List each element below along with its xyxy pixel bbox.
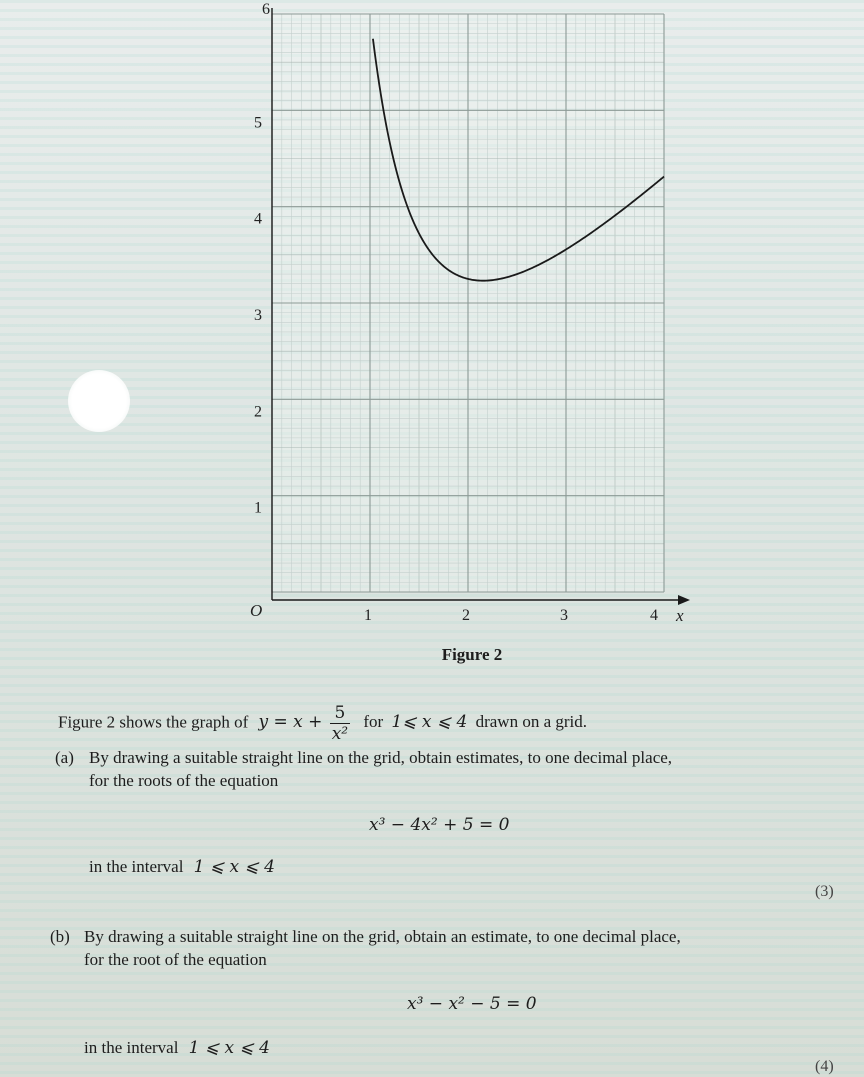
intro-for: for — [363, 712, 384, 732]
fraction-denominator: x² — [331, 724, 349, 744]
part-b-line2: for the root of the equation — [84, 950, 267, 969]
intro-interval: 1⩽ x ⩽ 4 — [391, 712, 468, 733]
part-b-equation: x³ − x² − 5 = 0 — [407, 994, 537, 1014]
y-tick-label: 3 — [254, 307, 262, 324]
figure-caption: Figure 2 — [441, 645, 503, 664]
y-tick-label: 5 — [254, 114, 262, 132]
part-b-interval-text: in the interval — [84, 1038, 179, 1057]
x-axis-label: x — [676, 606, 684, 625]
part-a-line1: By drawing a suitable straight line on the grid, obtain estimates, to one decimal place, — [89, 748, 673, 767]
x-tick-label: 2 — [462, 607, 470, 624]
page-number: 6 — [262, 1, 270, 18]
y-tick-label: 1 — [254, 499, 262, 517]
part-a-interval — [89, 857, 275, 877]
part-a-marks: (3) — [815, 883, 834, 900]
x-axis-arrow — [678, 595, 690, 605]
part-a-line2: for the roots of the equation — [89, 771, 279, 790]
part-b-line1: By drawing a suitable straight line on the grid, obtain an estimate, to one decimal place, — [84, 927, 681, 946]
intro-suffix: drawn on a grid. — [475, 712, 588, 732]
part-a-interval-value: 1 ⩽ x ⩽ 4 — [193, 857, 275, 877]
x-tick-label: 4 — [650, 607, 658, 624]
x-tick-label: 1 — [364, 607, 372, 624]
y-tick-label: 2 — [254, 403, 262, 421]
intro-prefix: Figure 2 shows the graph of — [58, 712, 249, 732]
part-a-interval-text: in the interval — [89, 857, 184, 876]
part-b-marks: (4) — [815, 1058, 834, 1075]
y-tick-label: 4 — [254, 210, 262, 228]
part-a-label: (a) — [55, 748, 74, 767]
part-b-interval — [84, 1038, 270, 1058]
part-a-equation: x³ − 4x² + 5 = 0 — [369, 815, 510, 835]
part-b-interval-value: 1 ⩽ x ⩽ 4 — [188, 1038, 270, 1058]
intro-statement — [58, 703, 587, 744]
x-tick-label: 3 — [560, 607, 568, 624]
intro-fraction — [330, 703, 350, 744]
fraction-numerator: 5 — [330, 703, 350, 724]
part-b-label: (b) — [50, 927, 70, 946]
origin-label: O — [250, 601, 263, 620]
intro-function-lhs: y = x + — [258, 712, 323, 733]
